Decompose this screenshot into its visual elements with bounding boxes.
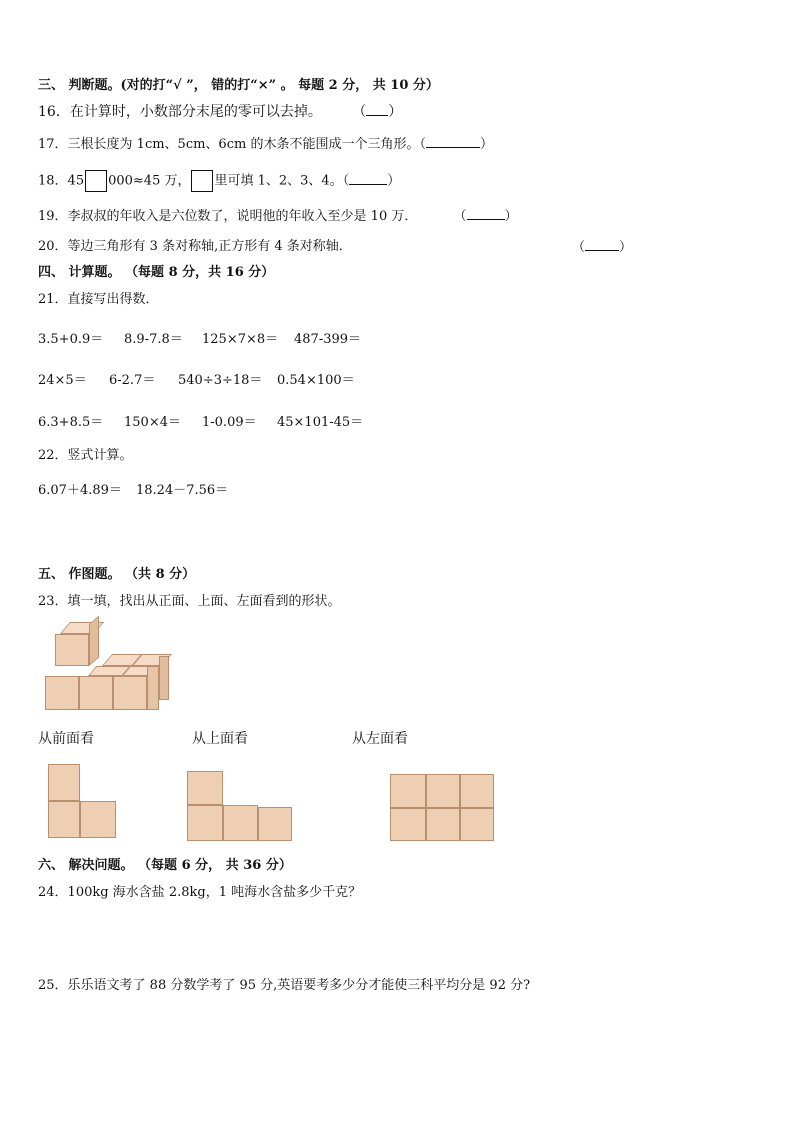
question-20-answer [572, 238, 632, 257]
calc-item: 540÷3÷18＝ [178, 373, 263, 388]
section-6-heading: 六、 解决问题。 （每题 6 分， 共 36 分） [38, 858, 292, 873]
calc-item: 1-0.09＝ [202, 415, 257, 430]
vertical-calc-item: 18.24－7.56＝ [136, 483, 229, 498]
view-square [426, 774, 460, 808]
answer-paren-close: ） [619, 240, 633, 255]
view-square [460, 808, 494, 841]
calc-item: 6-2.7＝ [109, 373, 156, 388]
calc-item: 150×4＝ [124, 415, 181, 430]
view-label-front: 从前面看 [38, 731, 94, 747]
calc-item: 0.54×100＝ [277, 373, 355, 388]
view-square [48, 801, 80, 838]
view-square [48, 764, 80, 801]
view-square [258, 807, 292, 841]
view-square [460, 774, 494, 808]
question-18-text-b: 000≈45 万， [108, 173, 191, 189]
question-17 [38, 135, 493, 154]
question-21: 21．直接写出得数． [38, 292, 159, 307]
section-5-heading: 五、 作图题。 （共 8 分） [38, 567, 196, 582]
answer-paren-close: ） [504, 209, 518, 224]
question-17-text: 17．三根长度为 1cm、5cm、6cm 的木条不能围成一个三角形。（ [38, 137, 426, 152]
question-20-text: 20．等边三角形有 3 条对称轴,正方形有 4 条对称轴． [38, 239, 352, 254]
calc-item: 6.3+8.5＝ [38, 415, 104, 430]
answer-paren-open: （ [352, 104, 367, 120]
answer-blank-16[interactable] [366, 103, 388, 116]
calc-item: 8.9-7.8＝ [124, 332, 183, 347]
calc-item: 125×7×8＝ [202, 332, 279, 347]
question-18-text-a: 18．45 [38, 173, 85, 189]
question-23: 23．填一填，找出从正面、上面、左面看到的形状。 [38, 594, 341, 609]
question-20 [38, 238, 352, 256]
question-25: 25．乐乐语文考了 88 分数学考了 95 分,英语要考多少分才能使三科平均分是 92 分? [38, 978, 531, 993]
view-label-top: 从上面看 [192, 731, 248, 747]
view-label-left: 从左面看 [352, 731, 408, 747]
question-16 [38, 103, 402, 121]
section-4-heading: 四、 计算题。 （每题 8 分，共 16 分） [38, 265, 275, 280]
answer-paren-open: （ [572, 240, 586, 255]
question-18 [38, 170, 400, 192]
question-19 [38, 207, 518, 226]
answer-blank-17[interactable] [426, 135, 480, 148]
vertical-calc-item: 6.07＋4.89＝ [38, 483, 122, 498]
digit-box[interactable] [191, 170, 213, 192]
view-square [390, 808, 426, 841]
answer-paren-open: （ [453, 209, 467, 224]
answer-paren-close: ） [387, 173, 401, 189]
calc-item: 3.5+0.9＝ [38, 332, 104, 347]
view-square [223, 805, 258, 841]
calc-item: 24×5＝ [38, 373, 87, 388]
view-square [390, 774, 426, 808]
view-square [80, 801, 116, 838]
cube-stack-figure [40, 620, 180, 715]
view-square [187, 805, 223, 841]
answer-paren-close: ） [388, 104, 403, 120]
answer-blank-19[interactable] [467, 207, 505, 220]
question-22: 22．竖式计算。 [38, 448, 133, 463]
view-square [426, 808, 460, 841]
digit-box[interactable] [85, 170, 107, 192]
question-19-text: 19．李叔叔的年收入是六位数了，说明他的年收入至少是 10 万． [38, 209, 418, 224]
view-square [187, 771, 223, 805]
calc-item: 487-399＝ [294, 332, 362, 347]
section-3-heading: 三、 判断题。(对的打“√ ”， 错的打“×” 。 每题 2 分， 共 10 分） [38, 78, 439, 93]
calc-item: 45×101-45＝ [277, 415, 364, 430]
answer-blank-20[interactable] [585, 238, 619, 251]
answer-paren-close: ） [479, 137, 493, 152]
question-24: 24．100kg 海水含盐 2.8kg，1 吨海水含盐多少千克？ [38, 885, 362, 900]
question-18-text-c: 里可填 1、2、3、4。（ [214, 173, 350, 189]
answer-blank-18[interactable] [349, 172, 387, 185]
question-16-text: 16．在计算时，小数部分末尾的零可以去掉。 [38, 104, 322, 120]
